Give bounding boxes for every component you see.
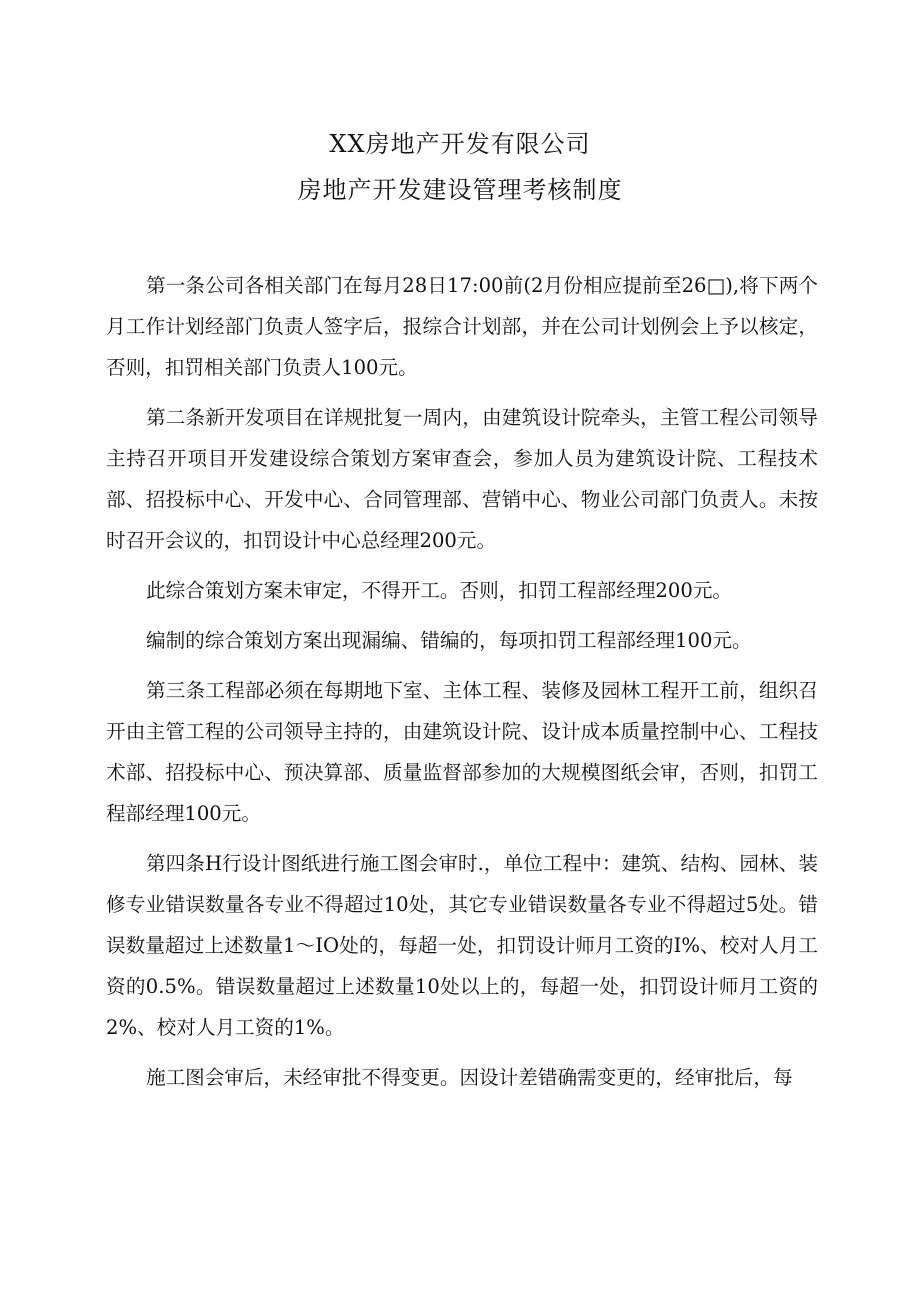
article-3-paragraph: 第三条工程部必须在每期地下室、主体工程、装修及园林工程开工前，组织召开由主管工程的公司领导主持的，由建筑设计院、设计成本质量控制中心、工程技术部、招投标中心、预决算部、质量监督部参加的大规模图纸会审，否则，扣罚工程部经理100元。 — [106, 679, 818, 825]
document-body — [106, 265, 818, 1107]
article-4-paragraph: 第四条H行设计图纸进行施工图会审时.，单位工程中：建筑、结构、园林、装修专业错误数量各专业不得超过10处，其它专业错误数量各专业不得超过5处。错误数量超过上述数量1〜IO处的，每超一处，扣罚设计师月工资的I%、校对人月工资的0.5%。错误数量超过上述数量10处以上的，每超一处，扣罚设计师月工资的2%、校对人月工资的1%。 — [106, 852, 818, 1039]
company-title: XX房地产开发有限公司 — [329, 130, 591, 158]
plan-approval-paragraph: 此综合策划方案未审定，不得开工。否则，扣罚工程部经理200元。 — [146, 579, 733, 602]
change-approval-paragraph: 施工图会审后，未经审批不得变更。因设计差错确需变更的，经审批后，每 — [146, 1066, 793, 1089]
plan-error-paragraph: 编制的综合策划方案出现漏编、错编的，每项扣罚工程部经理100元。 — [146, 629, 752, 652]
article-1-paragraph: 第一条公司各相关部门在每月28日17:00前(2月份相应提前至26□),将下两个月工作计划经部门负责人签字后，报综合计划部，并在公司计划例会上予以核定，否则，扣罚相关部门负责人100元。 — [106, 274, 818, 379]
document-title: 房地产开发建设管理考核制度 — [297, 176, 623, 204]
article-2-paragraph: 第二条新开发项目在详规批复一周内，由建筑设计院牵头，主管工程公司领导主持召开项目开发建设综合策划方案审查会，参加人员为建筑设计院、工程技术部、招投标中心、开发中心、合同管理部、营销中心、物业公司部门负责人。未按时召开会议的，扣罚设计中心总经理200元。 — [106, 406, 818, 552]
